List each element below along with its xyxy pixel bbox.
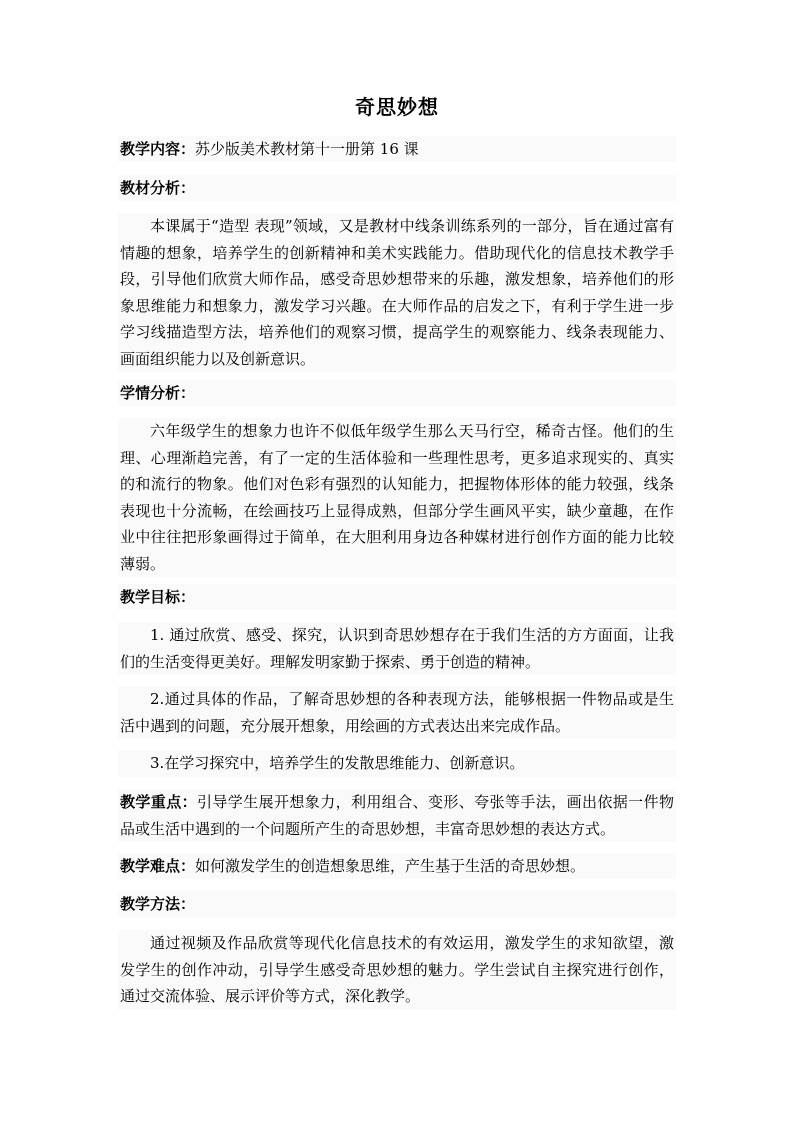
goals-label: 教学目标： (120, 588, 196, 606)
analysis-section (118, 175, 676, 201)
content-section (118, 136, 676, 162)
goal-item-2-block (118, 686, 676, 739)
goal-item: 1. 通过欣赏、感受、探究，认识到奇思妙想存在于我们生活的方方面面，让我们的生活变得更美好。理解发明家勤于探索、勇于创造的精神。 (118, 622, 676, 675)
difficulties-text: 如何激发学生的创造想象思维，产生基于生活的奇思妙想。 (195, 857, 586, 875)
content-label: 教学内容： (120, 140, 196, 158)
methods-paragraph: 通过视频及作品欣赏等现代化信息技术的有效运用，激发学生的求知欲望，激发学生的创作冲动，引导学生感受奇思妙想的魅力。学生尝试自主探究进行创作，通过交流体验、展示评价等方式，深化教学。 (118, 930, 676, 1010)
students-paragraph-block (118, 418, 676, 577)
methods-section (118, 891, 676, 917)
goal-item-3-block (118, 750, 676, 777)
difficulties-section (118, 853, 676, 879)
goal-item: 3.在学习探究中，培养学生的发散思维能力、创新意识。 (118, 750, 676, 777)
key-points-text: 引导学生展开想象力，利用组合、变形、夸张等手法，画出依据一件物品或生活中遇到的一个问题所产生的奇思妙想，丰富奇思妙想的表达方式。 (120, 793, 674, 838)
methods-paragraph-block (118, 930, 676, 1010)
students-paragraph: 六年级学生的想象力也许不似低年级学生那么天马行空，稀奇古怪。他们的生理、心理渐趋完善，有了一定的生活体验和一些理性思考，更多追求现实的、真实的和流行的物象。他们对色彩有强烈的认知能力，把握物体形体的能力较强，线条表现也十分流畅，在绘画技巧上显得成熟，但部分学生画风平实，缺少童趣，在作业中往往把形象画得过于简单，在大胆利用身边各种媒材进行创作方面的能力比较薄弱。 (118, 418, 676, 577)
methods-label: 教学方法： (120, 895, 196, 913)
goal-item-1-block (118, 622, 676, 675)
key-points-label: 教学重点： (120, 793, 197, 811)
difficulties-label: 教学难点： (120, 857, 196, 875)
analysis-paragraph: 本课属于“造型 表现”领域，又是教材中线条训练系列的一部分，旨在通过富有情趣的想象，培养学生的创新精神和美术实践能力。借助现代化的信息技术教学手段，引导他们欣赏大师作品，感受奇思妙想带来的乐趣，激发想象，培养他们的形象思维能力和想象力，激发学习兴趣。在大师作品的启发之下，有利于学生进一步学习线描造型方法，培养他们的观察习惯，提高学生的观察能力、线条表现能力、画面组织能力以及创新意识。 (118, 213, 676, 372)
students-label: 学情分析： (120, 384, 196, 402)
analysis-label: 教材分析： (120, 179, 196, 197)
document-title: 奇思妙想 (355, 95, 439, 119)
goals-section (118, 584, 676, 610)
key-points-section (118, 789, 676, 842)
content-text: 苏少版美术教材第十一册第 16 课 (195, 140, 419, 158)
students-section (118, 380, 676, 406)
goal-item: 2.通过具体的作品，了解奇思妙想的各种表现方法，能够根据一件物品或是生活中遇到的问题，充分展开想象，用绘画的方式表达出来完成作品。 (118, 686, 676, 739)
analysis-paragraph-block (118, 213, 676, 372)
